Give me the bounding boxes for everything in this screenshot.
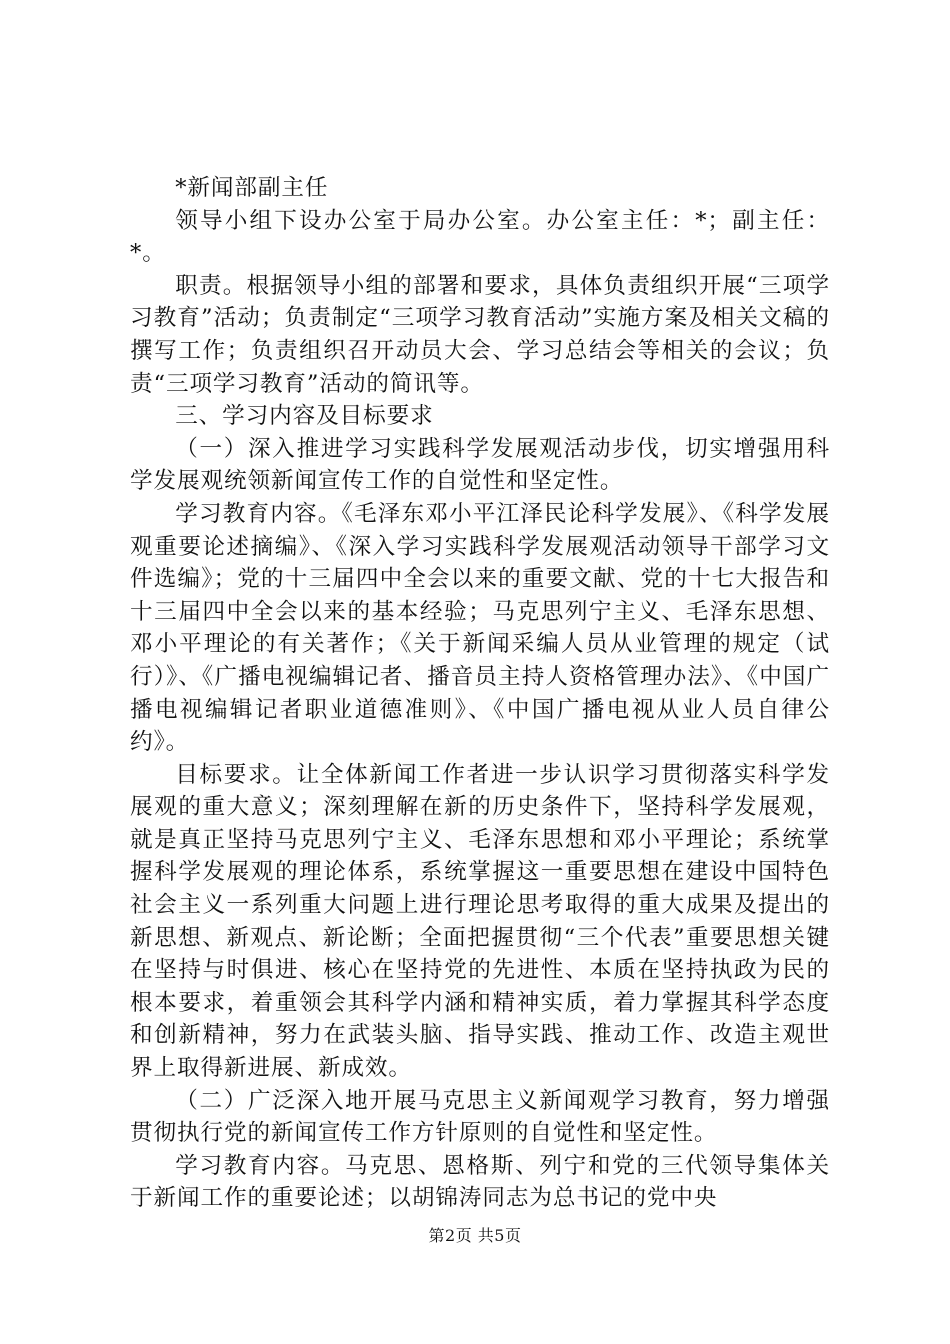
document-body <box>130 172 830 1215</box>
paragraph-goal-requirements: 目标要求。让全体新闻工作者进一步认识学习贯彻落实科学发展观的重大意义；深刻理解在新的历史条件下，坚持科学发展观，就是真正坚持马克思列宁主义、毛泽东思想和邓小平理论；系统掌握科学发展观的理论体系，系统掌握这一重要思想在建设中国特色社会主义一系列重大问题上进行理论思考取得的重大成果及提出的新思想、新观点、新论断；全面把握贯彻“三个代表”重要思想关键在坚持与时俱进、核心在坚持党的先进性、本质在坚持执政为民的根本要求，着重领会其科学内涵和精神实质，着力掌握其科学态度和创新精神，努力在武装头脑、指导实践、推动工作、改造主观世界上取得新进展、新成效。 <box>130 761 830 1082</box>
paragraph-office-setup: 领导小组下设办公室于局办公室。办公室主任：*；副主任：*。 <box>130 207 830 267</box>
page-number-footer: 第2页 共5页 <box>428 1226 522 1245</box>
subsection-heading-2: （二）广泛深入地开展马克思主义新闻观学习教育，努力增强贯彻执行党的新闻宣传工作方针原则的自觉性和坚定性。 <box>130 1087 830 1147</box>
paragraph-role-note: *新闻部副主任 <box>175 175 329 201</box>
paragraph-learning-content-1: 学习教育内容。《毛泽东邓小平江泽民论科学发展》、《科学发展观重要论述摘编》、《深入学习实践科学发展观活动领导干部学习文件选编》；党的十三届四中全会以来的重要文献、党的十七大报告和十三届四中全会以来的基本经验；马克思列宁主义、毛泽东思想、邓小平理论的有关著作；《关于新闻采编人员从业管理的规定（试行）》、《广播电视编辑记者、播音员主持人资格管理办法》、《中国广播电视编辑记者职业道德准则》、《中国广播电视从业人员自律公约》。 <box>130 500 830 756</box>
paragraph-learning-content-2: 学习教育内容。马克思、恩格斯、列宁和党的三代领导集体关于新闻工作的重要论述；以胡锦涛同志为总书记的党中央 <box>130 1152 830 1212</box>
paragraph-duties: 职责。根据领导小组的部署和要求，具体负责组织开展“三项学习教育”活动；负责制定“三项学习教育活动”实施方案及相关文稿的撰写工作；负责组织召开动员大会、学习总结会等相关的会议；负责“三项学习教育”活动的简讯等。 <box>130 272 830 397</box>
subsection-heading-1: （一）深入推进学习实践科学发展观活动步伐，切实增强用科学发展观统领新闻宣传工作的自觉性和坚定性。 <box>130 435 830 495</box>
section-heading-learning-content: 三、学习内容及目标要求 <box>175 403 434 430</box>
